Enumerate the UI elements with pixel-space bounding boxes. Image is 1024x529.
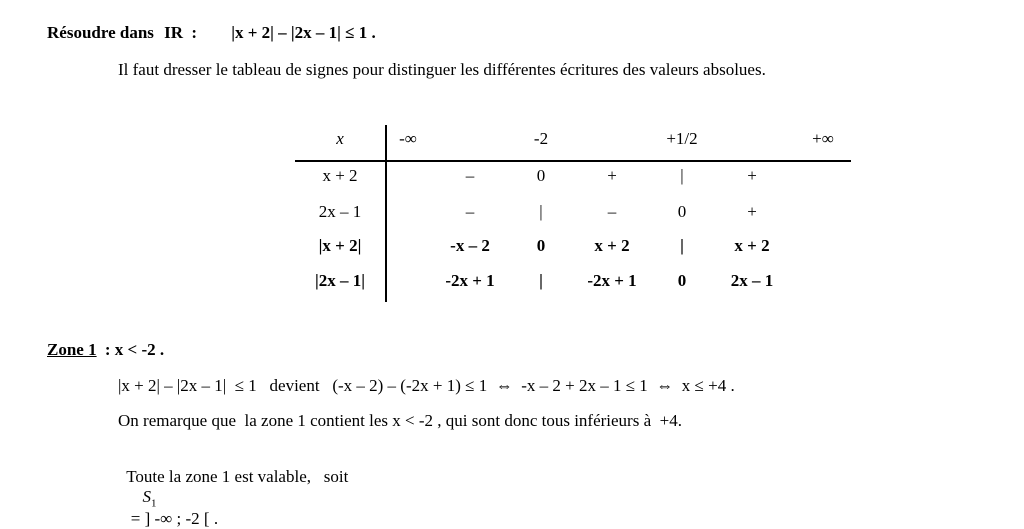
- table-cell: 0: [536, 236, 546, 255]
- problem-statement: [47, 23, 376, 43]
- row-label-x-plus-2: x + 2: [322, 166, 358, 185]
- zone1-equation: |x + 2| – |2x – 1| ≤ 1 devient (-x – 2) – (-2x + 1) ≤ 1 ⇔ -x – 2 + 2x – 1 ≤ 1 ⇔ x ≤ +4 .: [118, 376, 735, 395]
- row-label-2x-minus-1: 2x – 1: [318, 202, 362, 221]
- boundary-minus-two: -2: [533, 129, 549, 148]
- table-cell: -x – 2: [450, 236, 490, 255]
- table-header-divider: [295, 160, 851, 162]
- solution-index: 1: [151, 497, 157, 510]
- zone1-conclusion: [118, 447, 348, 529]
- table-cell: 0: [536, 166, 546, 185]
- table-cell: |: [680, 166, 684, 185]
- zone1-title: Zone 1: [47, 340, 97, 359]
- table-cell: +: [747, 202, 757, 221]
- row-label-abs-x-plus-2: |x + 2|: [318, 236, 362, 255]
- boundary-plus-infinity: +∞: [812, 129, 834, 148]
- zone1-remark: On remarque que la zone 1 contient les x < -2 , qui sont donc tous inférieurs à +4.: [118, 411, 682, 430]
- table-cell: –: [465, 166, 475, 185]
- table-cell: x + 2: [594, 236, 630, 255]
- instruction-text: Résoudre dans: [47, 23, 154, 42]
- boundary-minus-infinity: -∞: [399, 129, 417, 148]
- table-label-divider: [385, 125, 387, 302]
- solution-symbol: S: [142, 487, 151, 506]
- zone1-condition: : x < -2 .: [104, 340, 165, 359]
- table-cell: 2x – 1: [730, 271, 774, 290]
- table-cell: -2x + 1: [587, 271, 637, 290]
- table-cell: 0: [677, 202, 687, 221]
- table-cell: –: [465, 202, 475, 221]
- real-set-symbol: IR: [164, 23, 184, 42]
- table-cell: –: [607, 202, 617, 221]
- table-cell: +: [747, 166, 757, 185]
- solution-value: = ] -∞ ; -2 [ .: [126, 509, 219, 529]
- zone1-conclusion-text: Toute la zone 1 est valable, soit: [126, 467, 349, 486]
- table-cell: -2x + 1: [445, 271, 495, 290]
- zone1-heading: [47, 340, 164, 360]
- table-cell: |: [539, 202, 543, 221]
- table-cell: 0: [677, 271, 687, 290]
- table-cell: +: [607, 166, 617, 185]
- boundary-one-half: +1/2: [666, 129, 698, 148]
- intro-paragraph: Il faut dresser le tableau de signes pour distinguer les différentes écritures des valeurs absolues.: [118, 60, 766, 79]
- table-cell: |: [539, 271, 543, 290]
- table-cell: |: [680, 236, 684, 255]
- inequality: |x + 2| – |2x – 1| ≤ 1 .: [231, 23, 376, 42]
- colon: :: [191, 23, 197, 42]
- variable-label: x: [336, 129, 344, 148]
- table-cell: x + 2: [734, 236, 770, 255]
- row-label-abs-2x-minus-1: |2x – 1|: [315, 271, 365, 290]
